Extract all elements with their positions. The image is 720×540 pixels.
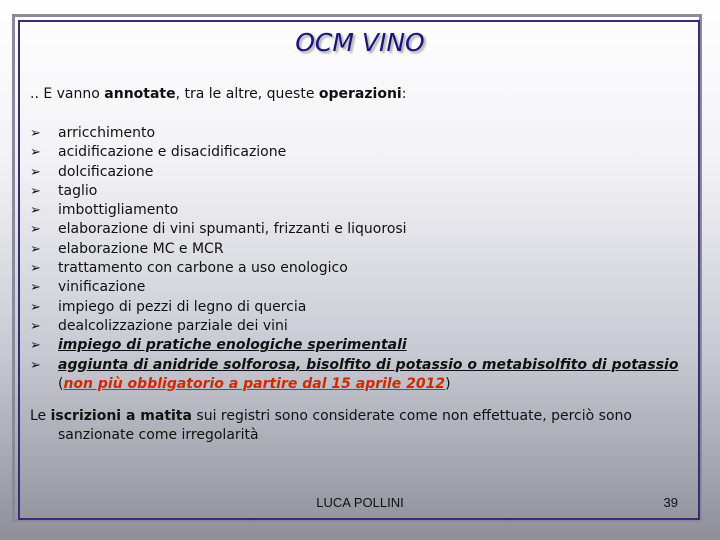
arrow-bullet-icon: ➢ (30, 164, 41, 180)
arrow-bullet-icon: ➢ (30, 145, 41, 161)
list-item: ➢ arricchimento (30, 124, 678, 143)
arrow-bullet-icon: ➢ (30, 318, 41, 334)
arrow-bullet-icon: ➢ (30, 183, 41, 199)
list-item: ➢ elaborazione MC e MCR (30, 240, 678, 259)
note-text: non più obbligatorio a partire dal 15 aprile 2012 (63, 375, 446, 392)
final-bold: iscrizioni a matita (50, 408, 192, 424)
intro-bold-annotate: annotate (104, 86, 176, 102)
slide-title: OCM VINO (295, 28, 425, 57)
arrow-bullet-icon: ➢ (30, 241, 41, 257)
arrow-bullet-icon: ➢ (30, 338, 41, 354)
arrow-bullet-icon: ➢ (30, 357, 41, 373)
list-item: ➢ vinificazione (30, 278, 678, 297)
final-paragraph: Le iscrizioni a matita sui registri sono considerate come non effettuate, perciò sono sanzionate come irregolarità (30, 408, 632, 443)
list-item: ➢ impiego di pratiche enologiche sperimentali (30, 336, 678, 355)
intro-bold-operazioni: operazioni (318, 86, 402, 102)
list-item: ➢ elaborazione di vini spumanti, frizzanti e liquorosi (30, 220, 678, 239)
arrow-bullet-icon: ➢ (30, 299, 41, 315)
note-line: (non più obbligatorio a partire dal 15 aprile 2012) (58, 375, 451, 392)
list-item: ➢ imbottigliamento (30, 201, 678, 220)
page-number: 39 (663, 495, 678, 510)
list-item: ➢ dealcolizzazione parziale dei vini (30, 317, 678, 336)
footer-author: LUCA POLLINI (316, 495, 404, 510)
arrow-bullet-icon: ➢ (30, 203, 41, 219)
arrow-bullet-icon: ➢ (30, 126, 41, 141)
list-item: ➢ acidificazione e disacidificazione (30, 143, 678, 162)
list-item: ➢ impiego di pezzi di legno di quercia (30, 298, 678, 317)
list-item: ➢ dolcificazione (30, 163, 678, 182)
list-item: ➢ trattamento con carbone a uso enologico (30, 259, 678, 278)
arrow-bullet-icon: ➢ (30, 280, 41, 296)
arrow-bullet-icon: ➢ (30, 222, 41, 238)
list-item: ➢ aggiunta di anidride solforosa, bisolfito di potassio o metabisolfito di potassio (non più obbligatorio a partire dal 15 aprile 2012) (30, 356, 679, 392)
list-item: ➢ taglio (30, 182, 678, 201)
arrow-bullet-icon: ➢ (30, 261, 41, 277)
operations-list (30, 124, 678, 394)
intro-text: .. E vanno annotate, tra le altre, queste operazioni: (30, 86, 407, 102)
